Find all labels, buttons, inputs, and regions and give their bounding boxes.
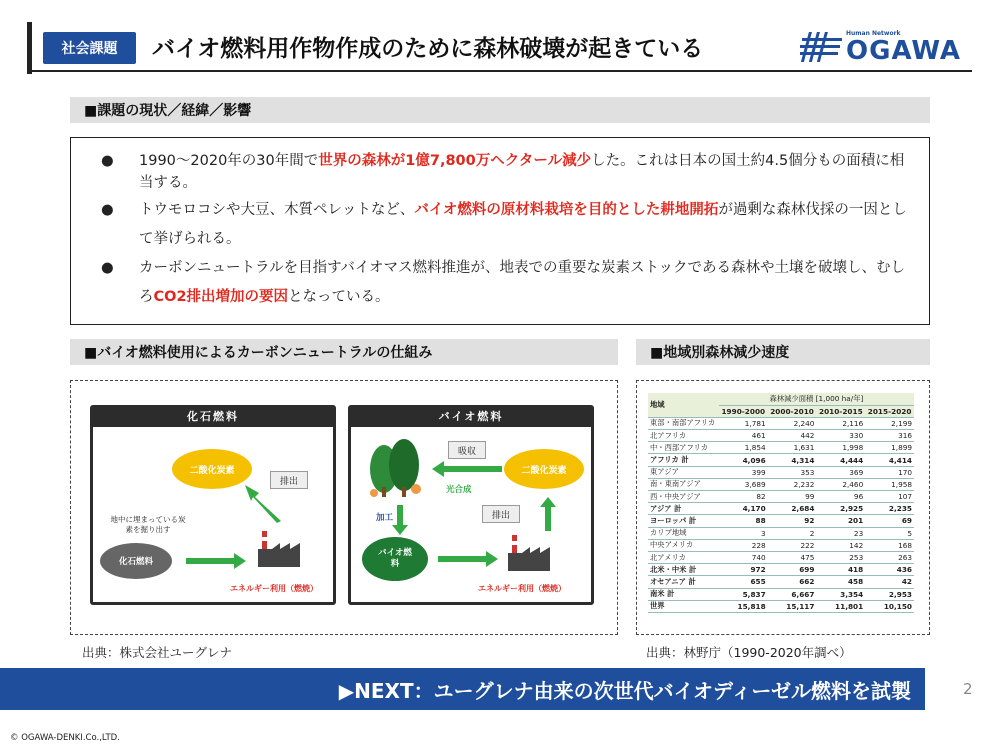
- company-logo: [800, 28, 975, 68]
- bio-fuel-bubble: バイオ燃料: [362, 537, 428, 581]
- bio-diagram: [348, 405, 594, 605]
- table-cell-value: 10,150: [865, 600, 914, 612]
- table-cell-value: 1,781: [719, 417, 768, 429]
- category-badge: 社会課題: [43, 32, 136, 64]
- fossil-emit-label: 排出: [270, 471, 308, 489]
- table-cell-value: 4,096: [719, 454, 768, 466]
- table-row: [648, 551, 914, 563]
- table-cell-region: 南米 計: [648, 588, 719, 600]
- table-cell-value: 2,925: [816, 503, 865, 515]
- table-cell-value: 23: [816, 527, 865, 539]
- bullet-item: [101, 196, 911, 254]
- fossil-factory-icon: [258, 527, 308, 567]
- bullet-text: となっている。: [288, 289, 390, 305]
- table-cell-value: 222: [768, 539, 817, 551]
- table-cell-value: 107: [865, 491, 914, 503]
- table-cell-region: 北アメリカ: [648, 551, 719, 563]
- table-cell-value: 170: [865, 466, 914, 478]
- table-cell-region: 中・西部アフリカ: [648, 442, 719, 454]
- table-cell-region: 世界: [648, 600, 719, 612]
- table-cell-value: 418: [816, 564, 865, 576]
- table-cell-value: 2,235: [865, 503, 914, 515]
- table-row: [648, 417, 914, 429]
- table-cell-value: 3,689: [719, 478, 768, 490]
- bio-emit-label: 排出: [482, 505, 520, 523]
- table-cell-value: 458: [816, 576, 865, 588]
- forest-loss-table: [648, 393, 914, 613]
- bio-flow-arrow-icon: [438, 551, 498, 567]
- fossil-co2-bubble: 二酸化炭素: [172, 449, 252, 489]
- bio-energy-label: エネルギー利用（燃焼）: [478, 584, 566, 593]
- fossil-diagram: [90, 405, 336, 605]
- table-cell-region: ヨーロッパ 計: [648, 515, 719, 527]
- bullet-text: 1990～2020年の30年間で: [139, 153, 319, 169]
- table-cell-value: 1,854: [719, 442, 768, 454]
- table-cell-value: 2,232: [768, 478, 817, 490]
- bio-co2-bubble: 二酸化炭素: [504, 449, 584, 489]
- table-header-unit: 森林減少面積 [1,000 ha/年]: [719, 393, 914, 405]
- bullet-text: トウモロコシや大豆、木質ペレットなど、: [139, 202, 415, 218]
- bullet-item: [101, 150, 911, 194]
- table-cell-value: 2,953: [865, 588, 914, 600]
- diagram-source: 出典：株式会社ユーグレナ: [82, 645, 233, 660]
- table-cell-value: 2: [768, 527, 817, 539]
- table-cell-value: 69: [865, 515, 914, 527]
- table-row: [648, 430, 914, 442]
- table-cell-value: 475: [768, 551, 817, 563]
- bullet-highlight: バイオ燃料の原材料栽培を目的とした耕地開拓: [414, 202, 719, 218]
- table-cell-region: 北アフリカ: [648, 430, 719, 442]
- table-cell-value: 96: [816, 491, 865, 503]
- table-cell-value: 3: [719, 527, 768, 539]
- table-header-region: 地域: [648, 393, 719, 417]
- table-row: [648, 466, 914, 478]
- table-cell-value: 168: [865, 539, 914, 551]
- forest-icon: [366, 439, 426, 499]
- table-cell-value: 228: [719, 539, 768, 551]
- absorb-arrow-icon: [432, 461, 502, 477]
- photosynthesis-label: 光合成: [446, 485, 472, 495]
- table-cell-value: 4,314: [768, 454, 817, 466]
- issue-bullet-box: [70, 137, 930, 325]
- table-cell-value: 1,998: [816, 442, 865, 454]
- table-row: [648, 442, 914, 454]
- table-cell-region: オセアニア 計: [648, 576, 719, 588]
- table-cell-value: 5: [865, 527, 914, 539]
- table-cell-value: 42: [865, 576, 914, 588]
- fossil-fuel-bubble: 化石燃料: [100, 543, 172, 579]
- table-cell-value: 4,444: [816, 454, 865, 466]
- table-cell-value: 88: [719, 515, 768, 527]
- table-cell-value: 655: [719, 576, 768, 588]
- table-row: [648, 576, 914, 588]
- table-cell-value: 1,958: [865, 478, 914, 490]
- table-cell-value: 699: [768, 564, 817, 576]
- table-cell-value: 92: [768, 515, 817, 527]
- table-cell-value: 436: [865, 564, 914, 576]
- table-cell-region: 東部・南部アフリカ: [648, 417, 719, 429]
- header-accent-bar: [27, 22, 32, 74]
- table-cell-region: アフリカ 計: [648, 454, 719, 466]
- fossil-flow-arrow-icon: [186, 553, 246, 569]
- table-cell-value: 15,117: [768, 600, 817, 612]
- table-cell-region: 東アジア: [648, 466, 719, 478]
- bullet-dot-icon: ●: [101, 202, 114, 218]
- table-cell-value: 2,684: [768, 503, 817, 515]
- table-cell-value: 142: [816, 539, 865, 551]
- table-cell-value: 11,801: [816, 600, 865, 612]
- table-row: [648, 564, 914, 576]
- bullet-text: した。これは日本の国土約4.5個分もの面積に相当する。: [139, 153, 905, 191]
- bio-emit-arrow-icon: [540, 497, 556, 531]
- table-cell-value: 1,899: [865, 442, 914, 454]
- table-cell-value: 3,354: [816, 588, 865, 600]
- table-cell-value: 253: [816, 551, 865, 563]
- table-header-col: 2015-2020: [865, 405, 914, 417]
- table-cell-value: 5,837: [719, 588, 768, 600]
- copyright: © OGAWA-DENKI.Co.,LTD.: [10, 733, 120, 743]
- table-cell-region: アジア 計: [648, 503, 719, 515]
- table-cell-value: 99: [768, 491, 817, 503]
- table-row: [648, 527, 914, 539]
- table-cell-region: 南・東南アジア: [648, 478, 719, 490]
- table-cell-value: 740: [719, 551, 768, 563]
- table-cell-value: 2,199: [865, 417, 914, 429]
- table-cell-region: 中央アメリカ: [648, 539, 719, 551]
- table-header-col: 2010-2015: [816, 405, 865, 417]
- table-cell-value: 1,631: [768, 442, 817, 454]
- bullet-highlight: 世界の森林が1億7,800万ヘクタール減少: [318, 153, 592, 169]
- table-cell-value: 442: [768, 430, 817, 442]
- table-cell-value: 369: [816, 466, 865, 478]
- fossil-emit-arrow-icon: [245, 485, 285, 525]
- table-row: [648, 588, 914, 600]
- page-title: バイオ燃料用作物作成のために森林破壊が起きている: [152, 36, 704, 62]
- table-cell-region: カリブ地域: [648, 527, 719, 539]
- table-row: [648, 491, 914, 503]
- table-cell-value: 662: [768, 576, 817, 588]
- table-cell-value: 972: [719, 564, 768, 576]
- section-heading-forest-loss: ■地域別森林減少速度: [636, 339, 930, 365]
- bullet-item: [101, 254, 911, 312]
- table-header-col: 2000-2010: [768, 405, 817, 417]
- process-label: 加工: [376, 513, 394, 523]
- table-cell-value: 461: [719, 430, 768, 442]
- table-cell-value: 2,240: [768, 417, 817, 429]
- bullet-dot-icon: ●: [101, 153, 114, 169]
- logo-tagline: Human Network: [846, 30, 901, 37]
- bio-factory-icon: [508, 531, 558, 571]
- section-heading-current-status: ■課題の現状／経緯／影響: [70, 97, 930, 123]
- table-cell-value: 2,116: [816, 417, 865, 429]
- table-cell-value: 4,170: [719, 503, 768, 515]
- fossil-energy-label: エネルギー利用（燃焼）: [230, 584, 318, 593]
- bullet-text: が過剰な森林伐採の一因として挙げられる。: [139, 202, 907, 247]
- table-cell-value: 316: [865, 430, 914, 442]
- table-cell-value: 15,818: [719, 600, 768, 612]
- table-row: [648, 503, 914, 515]
- table-cell-value: 4,414: [865, 454, 914, 466]
- table-row: [648, 600, 914, 612]
- table-row: [648, 515, 914, 527]
- bullet-text: カーボンニュートラルを目指すバイオマス燃料推進が、地表での重要な炭素ストックである森林や土壌を破壊し、むしろ: [139, 260, 906, 305]
- table-cell-value: 82: [719, 491, 768, 503]
- table-cell-value: 201: [816, 515, 865, 527]
- table-row: [648, 478, 914, 490]
- bullet-highlight: CO2排出増加の要因: [153, 289, 289, 305]
- table-cell-value: 263: [865, 551, 914, 563]
- page-number: 2: [963, 680, 973, 698]
- table-source: 出典：林野庁（1990-2020年調べ）: [646, 645, 852, 660]
- table-cell-region: 北米・中米 計: [648, 564, 719, 576]
- fossil-title: 化石燃料: [187, 410, 239, 423]
- section-heading-carbon-neutral: ■バイオ燃料使用によるカーボンニュートラルの仕組み: [70, 339, 618, 365]
- bio-absorb-label: 吸収: [448, 441, 486, 459]
- table-cell-value: 6,667: [768, 588, 817, 600]
- bullet-dot-icon: ●: [101, 260, 114, 276]
- table-row: [648, 539, 914, 551]
- table-cell-region: 西・中央アジア: [648, 491, 719, 503]
- process-arrow-icon: [392, 505, 408, 535]
- table-cell-value: 399: [719, 466, 768, 478]
- table-header-col: 1990-2000: [719, 405, 768, 417]
- logo-text: OGAWA: [846, 36, 962, 66]
- next-banner: ▶NEXT：ユーグレナ由来の次世代バイオディーゼル燃料を試製: [0, 668, 925, 710]
- bio-title: バイオ燃料: [438, 410, 504, 423]
- table-cell-value: 353: [768, 466, 817, 478]
- table-cell-value: 2,460: [816, 478, 865, 490]
- header-underline: [32, 70, 972, 72]
- table-row: [648, 454, 914, 466]
- fossil-underground-text: 地中に埋まっている炭素を掘り出す: [110, 515, 186, 534]
- table-cell-value: 330: [816, 430, 865, 442]
